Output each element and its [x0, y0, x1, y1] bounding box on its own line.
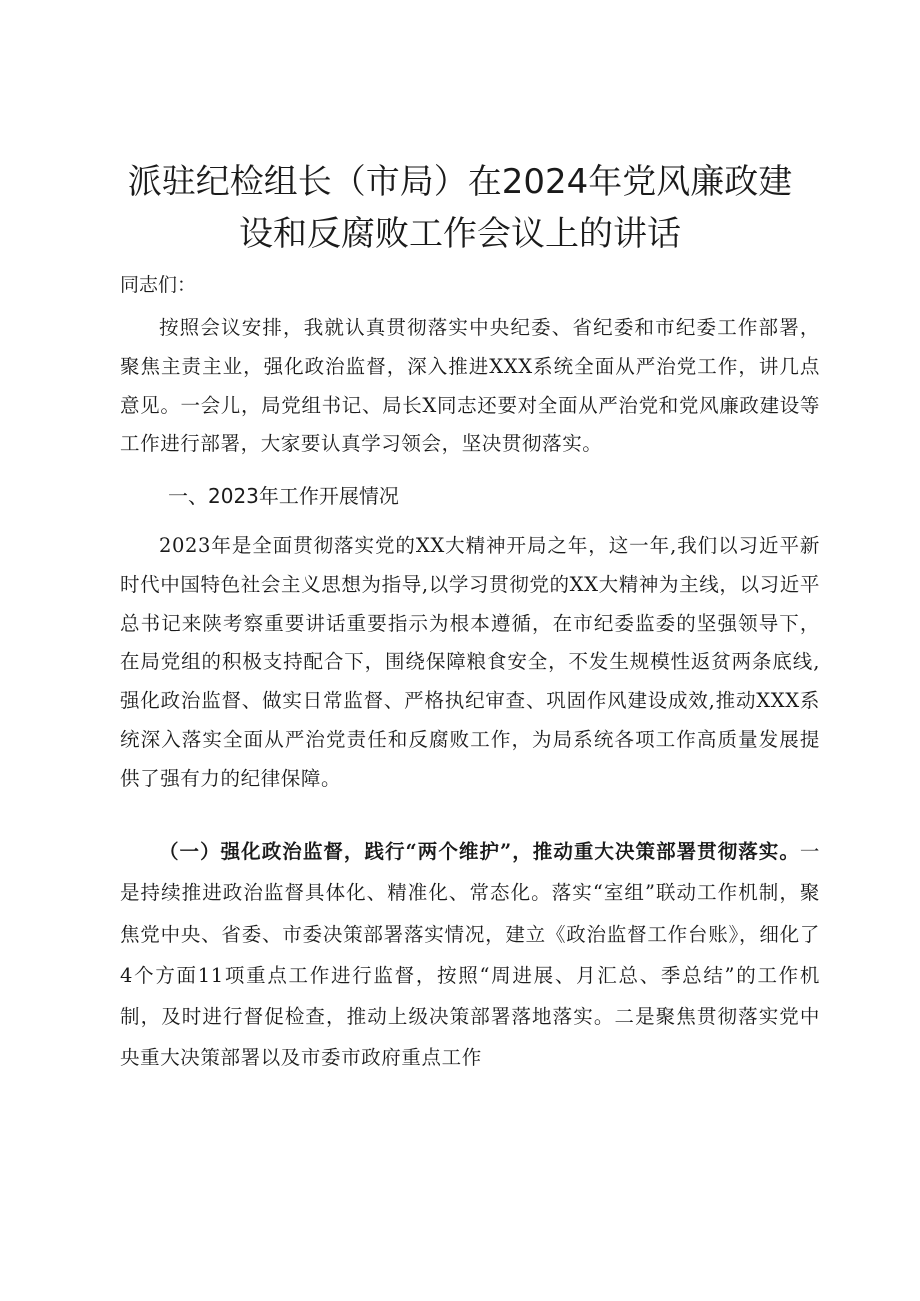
paragraph-body-text: 一是持续推进政治监督具体化、精准化、常态化。落实“室组”联动工作机制，聚焦党中央、省委、市委决策部署落实情况，建立《政治监督工作台账》，细化了4个方面11项重点工作进行监督，按照“周进展、月汇总、季总结”的工作机制，及时进行督促检查，推动上级决策部署落地落实。二是聚焦贯彻落实党中央重大决策部署以及市委市政府重点工作 [120, 840, 820, 1070]
paragraph-lead-bold: （一）强化政治监督，践行“两个维护”，推动重大决策部署贯彻落实。 [159, 840, 800, 863]
paragraph-political-supervision [120, 831, 820, 1079]
section-heading-1: 一、2023年工作开展情况 [168, 484, 399, 508]
paragraph-intro: 按照会议安排，我就认真贯彻落实中央纪委、省纪委和市纪委工作部署，聚焦主责主业，强化政治监督，深入推进XXX系统全面从严治党工作，讲几点意见。一会儿，局党组书记、局长X同志还要对全面从严治党和党风廉政建设等工作进行部署，大家要认真学习领会，坚决贯彻落实。 [120, 316, 820, 456]
document-title-line-1: 派驻纪检组长（市局）在2024年党风廉政建 [127, 162, 793, 202]
document-title-line-2: 设和反腐败工作会议上的讲话 [239, 214, 681, 254]
salutation: 同志们： [120, 274, 197, 296]
paragraph-2023-summary: 2023年是全面贯彻落实党的XX大精神开局之年，这一年,我们以习近平新时代中国特色社会主义思想为指导,以学习贯彻党的XX大精神为主线，以习近平总书记来陕考察重要讲话重要指示为根本遵循，在市纪委监委的坚强领导下，在局党组的积极支持配合下，围绕保障粮食安全，不发生规模性返贫两条底线,强化政治监督、做实日常监督、严格执纪审查、巩固作风建设成效,推动XXX系统深入落实全面从严治党责任和反腐败工作，为局系统各项工作高质量发展提供了强有力的纪律保障。 [120, 534, 820, 790]
